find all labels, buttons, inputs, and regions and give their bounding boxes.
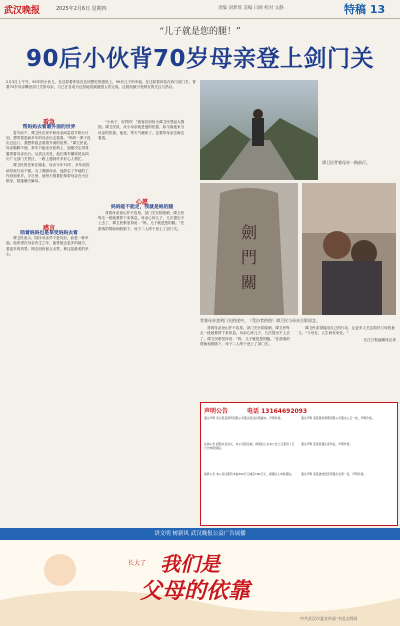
section-2-title: 心愿 [135, 199, 148, 207]
photo-caption-2: 背着母亲登剑门关的途中。（受访者供图）谭卫民与母亲合影留念。 [200, 318, 320, 323]
section-1-body-cont: 谭卫民的老家在湖北，母亲今年70岁，多年前因病导致行动不便。为了照顾母亲，他辞去了外地的工作回到家乡。平日里，他每天推着轮椅带母亲在小区散步，陪她聊天解闷。 [6, 163, 90, 184]
newspaper-brand: 武汉晚报 [4, 6, 41, 16]
section-3-body: 谭卫民表示，陪伴母亲并不是负担，而是一种幸福。他希望在母亲有生之年，能带她去更多的地方，看更多的风景。网友纷纷留言点赞，称这是最美的孝心。 [6, 236, 89, 257]
photo-mother-son-climb [200, 80, 318, 180]
svg-text:劍: 劍 [240, 223, 258, 242]
section-2-body: 背着母亲登山并不容易，剑门关台阶陡峭，谭卫民每走一段就要停下来休息。母亲心疼儿子，几次提出不上去了，谭卫民都坚持说：“妈，儿子就是您的腿。”在游客的帮助和鼓励下，母子二人终于登上了剑门关。 [98, 210, 185, 231]
second-column-text: “小伙子，好样的！”游客们纷纷为谭卫民竖起大拇指。谭卫民说，从小母亲就是他的依靠，如今换他来当母亲的依靠。他说，等天气暖和了，还要带母亲去海边看看。 [98, 120, 185, 140]
attribution: 长江日报融媒体记者 [363, 337, 396, 342]
classified-item-6: 遗失声明 某某建材经营部遗失发票一张，声明作废。 [301, 472, 367, 476]
banner-small-text: 长大了 [128, 560, 147, 567]
section-2-subtitle: 妈妈能不能走，我就是她的腿 [110, 205, 174, 211]
third-column-text: 背着母亲登山并不容易，剑门关台阶陡峭，谭卫民每走一段就要停下来休息。母亲心疼儿子，几次提出不上去了，谭卫民都坚持说：“妈，儿子就是您的腿。”在游客的帮助和鼓励下，母子二人终于登上了剑门关。 [200, 326, 290, 346]
page-number: 13 [369, 3, 386, 16]
section-name: 特稿 [344, 3, 366, 16]
left-column [6, 120, 92, 258]
classifieds-phone: 电话 13164692093 [247, 408, 308, 415]
second-column [98, 120, 186, 233]
classified-item-3: 注销公告 经股东会决议，本公司拟注销，请债权人自本公告之日起四十五日内申报债权。 [204, 442, 295, 450]
public-service-bar-text: 讲文明 树新风 武汉晚报公益广告展播 [154, 531, 246, 537]
classified-item-4: 遗失声明 张某某遗失身份证，声明作废。 [301, 442, 353, 446]
article-lead: 2月3日上午外，95年的小伙儿，在还原着体验在各回想吃的感悟上，90后儿子的幸福，在还原着体验在四川剑门关，背着70岁母亲攀登剑门关的母亲，与已在各成为这张地视频最感人的完成。这段视频引发网友的关注与热议。 [6, 80, 196, 90]
section-label [344, 1, 385, 17]
banner-footer: 中共武汉市委宣传部 中国文明网 [300, 616, 358, 621]
third-column [200, 326, 292, 348]
photo-caption-1: 谭卫民背着母亲一路前行。 [322, 160, 370, 165]
public-service-bar [0, 528, 400, 540]
issue-date: 2025年2月6日 星期四 [56, 6, 107, 12]
classifieds-box [200, 402, 398, 526]
banner-line-2: 父母的依靠 [140, 578, 251, 604]
headline-kicker: “儿子就是您的腿！” [159, 27, 241, 37]
headline: 90后小伙背70岁母亲登上剑门关 [25, 46, 374, 72]
editors-line: 责编 刘梦瑶 美编 日顾 校对 文静 [218, 6, 284, 11]
classified-item-1: 遗失声明 武汉某某商贸有限公司遗失营业执照副本，声明作废。 [204, 416, 284, 420]
banner-line-1: 我们是 [160, 552, 220, 576]
section-3-title: 感言 [42, 224, 55, 232]
section-1-body: 春节前夕，谭卫民在家中和母亲商量春节旅行计划，想带着患病多年的母亲出去看看。“妈妈一辈子没出过远门，我想带她去看看外面的世界。”谭卫民说。母亲腿脚不便，常年只能坐在轮椅上，他便决定用背篓背着母亲出行。从武汉出发，他们乘车辗转抵达四川广元剑门关景区，一路上遇到许多好心人帮忙。 [6, 130, 91, 162]
section-1-title: 看急 [42, 119, 55, 126]
svg-text:門: 門 [240, 248, 258, 267]
photo-jianmenguan-stone [200, 183, 298, 315]
public-service-banner [0, 540, 400, 626]
section-1-subtitle: 帮妈妈去看最外面的世界 [22, 125, 76, 131]
section-3-subtitle: 陪着妈妈也是享受妈妈去看 [20, 230, 78, 236]
classified-item-2: 遗失声明 某某餐饮管理有限公司遗失公章一枚，声明作废。 [301, 416, 375, 420]
classifieds-title: 声明公告 [204, 408, 229, 415]
fourth-column-text: 谭卫民希望能用自己的行动，让更多人关注陪伴父母的意义。“父母在，人生尚有来处。” [298, 326, 395, 336]
fourth-column [298, 326, 396, 344]
classified-item-5: 减资公告 本公司注册资本由500万元减至100万元，请债权人申报债权。 [204, 472, 294, 476]
svg-text:關: 關 [240, 273, 258, 292]
photo-selfie [302, 183, 396, 315]
